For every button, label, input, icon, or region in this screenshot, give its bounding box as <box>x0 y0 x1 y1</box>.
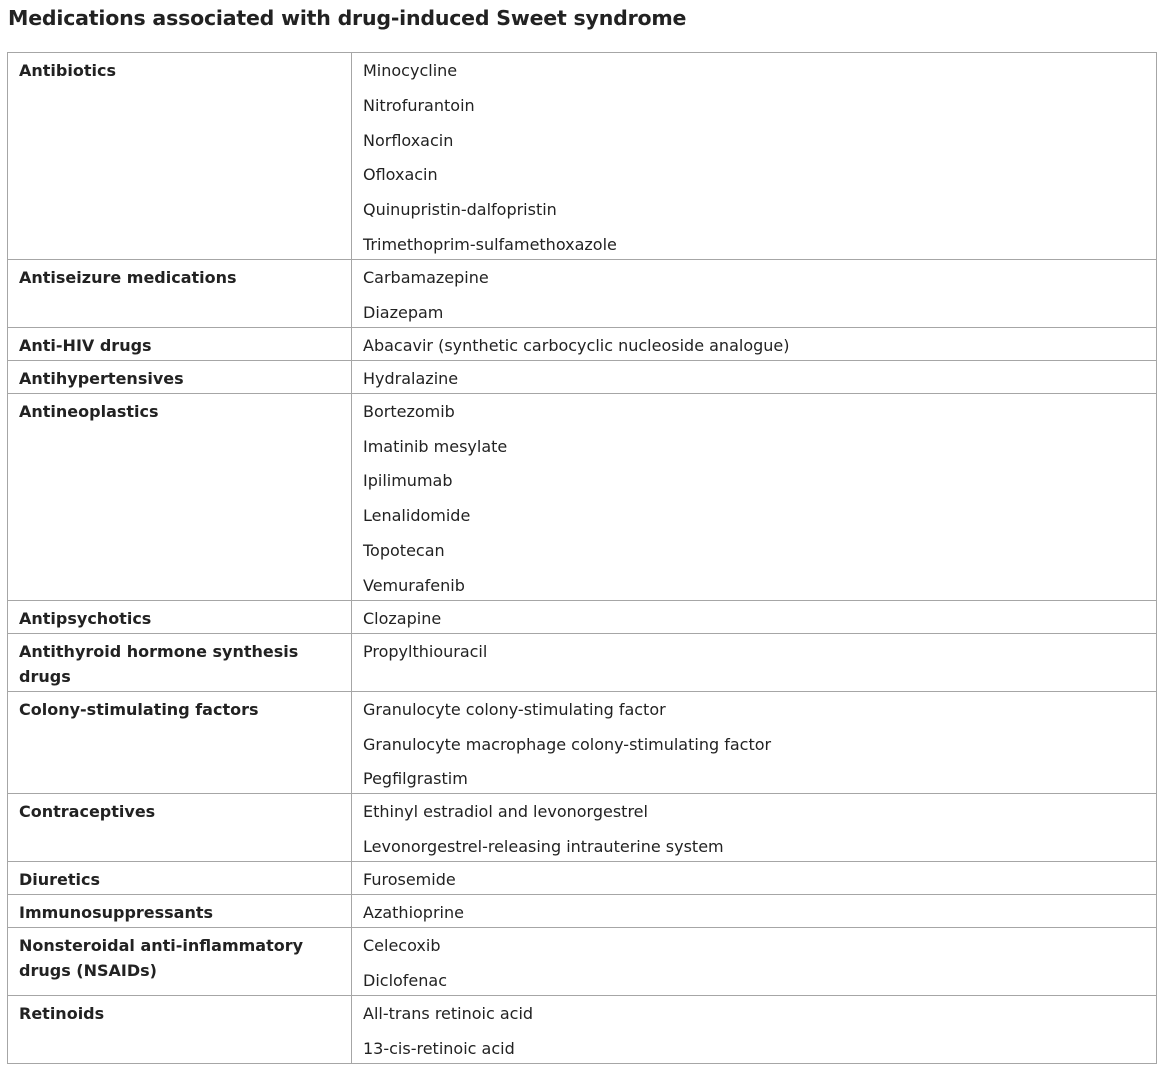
medication-item: Ofloxacin <box>363 165 438 185</box>
medication-item: Minocycline <box>363 61 458 80</box>
medications-cell <box>352 633 1157 691</box>
medication-item: Quinupristin-dalfopristin <box>363 200 557 220</box>
table-row <box>8 259 1157 327</box>
category-cell: Colony-stimulating factors <box>8 691 352 794</box>
medication-item: Abacavir (synthetic carbocyclic nucleoside analogue) <box>363 335 790 355</box>
medications-table <box>7 52 1157 1064</box>
medication-item: Diclofenac <box>363 970 448 990</box>
medication-item: Furosemide <box>363 870 456 890</box>
medication-item: Granulocyte colony-stimulating factor <box>363 699 666 719</box>
category-cell: Antithyroid hormone synthesis drugs <box>8 633 352 691</box>
medication-item: Ethinyl estradiol and levonorgestrel <box>363 802 648 822</box>
medications-cell <box>352 794 1157 862</box>
medication-item: Carbamazepine <box>363 267 489 287</box>
category-cell: Nonsteroidal anti-inflammatory drugs (NSAIDs) <box>8 928 352 996</box>
medication-item: 13-cis-retinoic acid <box>363 1038 515 1058</box>
table-row <box>8 862 1157 895</box>
table-body <box>8 53 1157 1064</box>
table-row <box>8 633 1157 691</box>
medications-cell <box>352 327 1157 360</box>
category-cell: Antineoplastics <box>8 393 352 600</box>
medication-item: Azathioprine <box>363 903 464 923</box>
table-row <box>8 600 1157 633</box>
medication-item: All-trans retinoic acid <box>363 1003 534 1023</box>
medication-item: Topotecan <box>363 540 445 560</box>
medications-cell <box>352 600 1157 633</box>
medication-item: Ipilimumab <box>363 471 453 491</box>
medication-item: Levonorgestrel-releasing intrauterine system <box>363 837 724 857</box>
table-row <box>8 360 1157 393</box>
medication-item: Granulocyte macrophage colony-stimulating factor <box>363 734 772 754</box>
medications-cell <box>352 53 1157 260</box>
medication-item: Clozapine <box>363 608 442 628</box>
category-cell: Antiseizure medications <box>8 259 352 327</box>
category-cell: Antipsychotics <box>8 600 352 633</box>
medication-item: Hydralazine <box>363 368 459 388</box>
medication-item: Trimethoprim-sulfamethoxazole <box>363 234 617 254</box>
category-cell: Anti-HIV drugs <box>8 327 352 360</box>
medications-cell <box>352 995 1157 1063</box>
medications-cell <box>352 928 1157 996</box>
category-cell: Antihypertensives <box>8 360 352 393</box>
category-cell: Retinoids <box>8 995 352 1063</box>
medication-item: Pegfilgrastim <box>363 769 468 789</box>
medication-item: Nitrofurantoin <box>363 95 475 115</box>
medication-item: Imatinib mesylate <box>363 436 508 456</box>
table-row <box>8 393 1157 600</box>
medications-cell <box>352 895 1157 928</box>
table-row <box>8 794 1157 862</box>
medications-cell <box>352 360 1157 393</box>
table-row <box>8 995 1157 1063</box>
category-cell: Contraceptives <box>8 794 352 862</box>
medications-cell <box>352 393 1157 600</box>
table-row <box>8 895 1157 928</box>
table-row <box>8 327 1157 360</box>
medication-item: Propylthiouracil <box>363 641 488 661</box>
category-cell: Immunosuppressants <box>8 895 352 928</box>
medications-cell <box>352 259 1157 327</box>
category-cell: Diuretics <box>8 862 352 895</box>
page-title: Medications associated with drug-induced Sweet syndrome <box>8 6 687 30</box>
medication-item: Bortezomib <box>363 401 455 421</box>
table-row <box>8 928 1157 996</box>
medication-item: Lenalidomide <box>363 506 471 526</box>
table-row <box>8 691 1157 794</box>
medications-cell <box>352 862 1157 895</box>
medication-item: Diazepam <box>363 302 444 322</box>
medications-cell <box>352 691 1157 794</box>
medication-item: Vemurafenib <box>363 575 465 595</box>
medication-item: Norfloxacin <box>363 130 454 150</box>
table-row <box>8 53 1157 260</box>
medication-item: Celecoxib <box>363 936 441 956</box>
category-cell: Antibiotics <box>8 53 352 260</box>
